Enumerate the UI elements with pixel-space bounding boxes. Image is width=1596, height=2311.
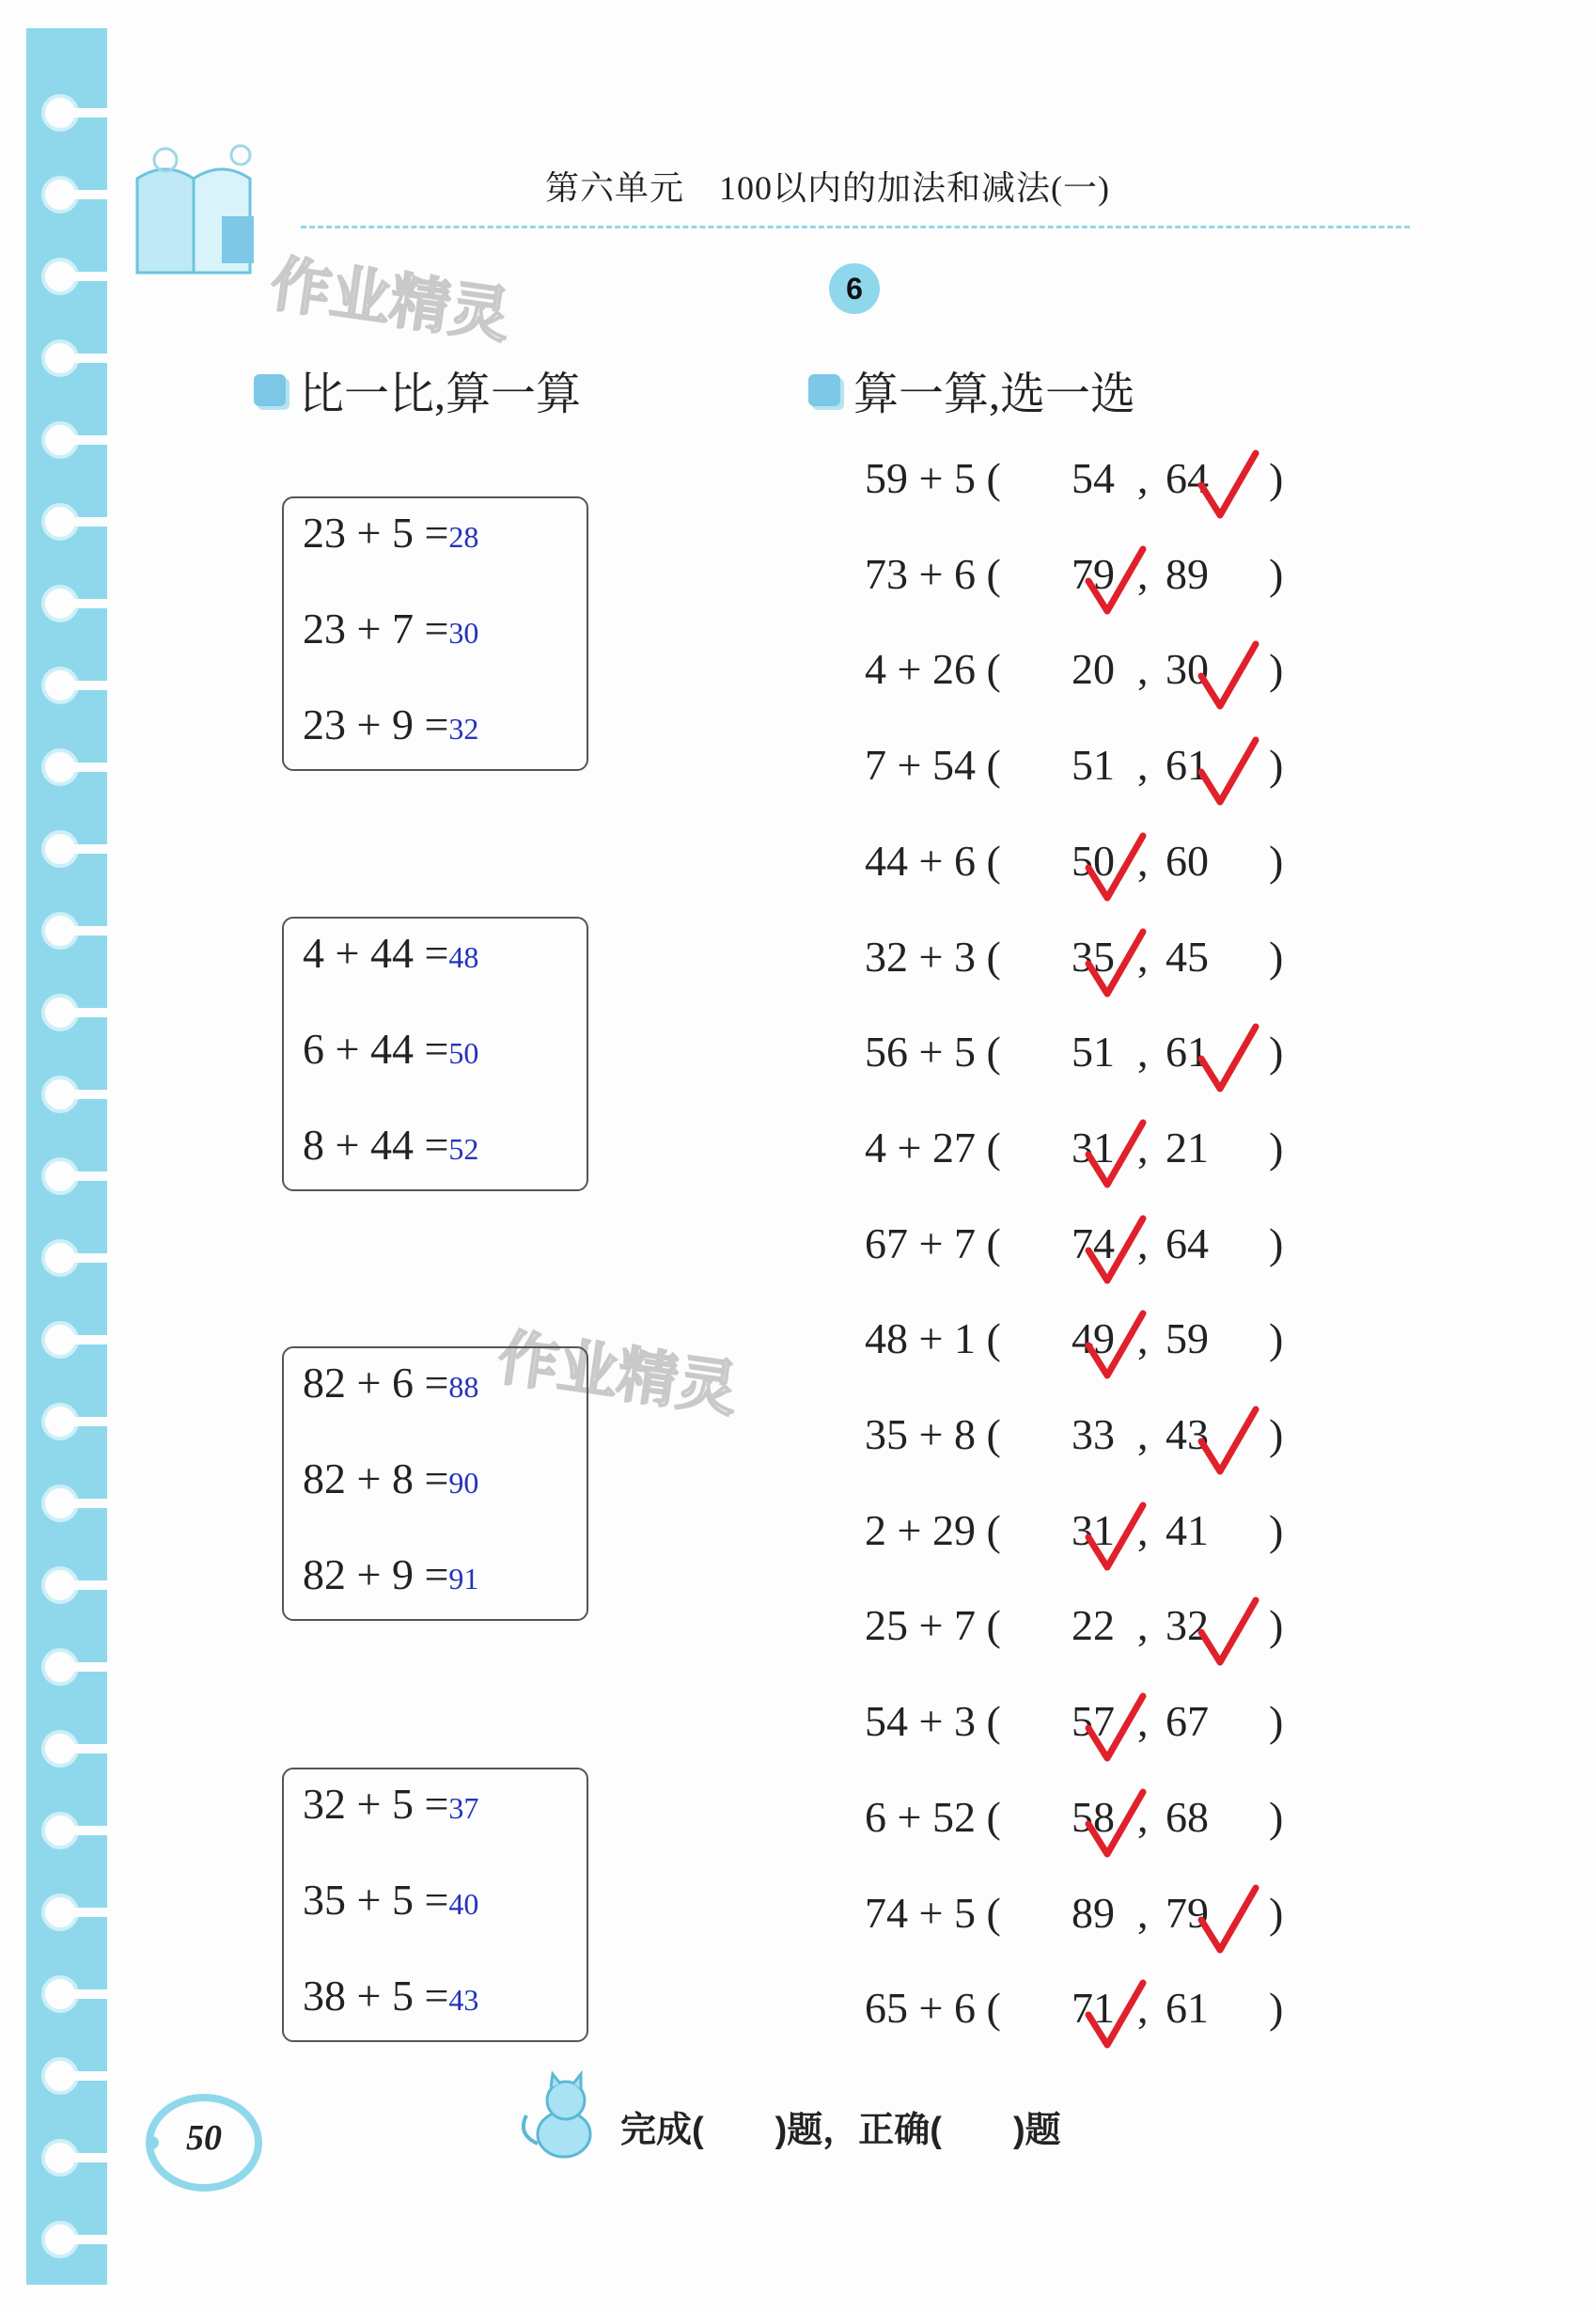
check-mark-icon <box>1196 448 1261 523</box>
question-text: 56 + 5 ( <box>865 1028 1001 1077</box>
binder-ring <box>71 108 113 118</box>
check-mark-icon <box>1083 1308 1149 1383</box>
option-1: 74 <box>1072 1218 1115 1267</box>
question-text: 6 + 52 ( <box>865 1792 1001 1841</box>
handwritten-answer: 91 <box>448 1562 479 1596</box>
equation-text: 32 + 5 = <box>303 1780 449 1828</box>
equation-group <box>282 1346 588 1621</box>
option-separator: , <box>1137 1410 1149 1458</box>
option-2: 89 <box>1166 549 1209 598</box>
option-2: 32 <box>1166 1601 1209 1650</box>
binder-ring <box>71 517 113 527</box>
check-mark-icon <box>1083 830 1149 905</box>
equation-text: 35 + 5 = <box>303 1876 449 1924</box>
check-mark-icon <box>1083 926 1149 1001</box>
option-separator: , <box>1137 1314 1149 1363</box>
close-paren: ) <box>1269 1410 1284 1458</box>
binder-ring <box>71 1499 113 1508</box>
watermark: 作业精灵 <box>493 1323 743 1424</box>
question-text: 48 + 1 ( <box>865 1314 1001 1363</box>
option-separator: , <box>1137 1601 1149 1650</box>
question-text: 73 + 6 ( <box>865 549 1001 598</box>
section-title-left-text: 比一比,算一算 <box>299 369 582 419</box>
equation <box>303 1454 478 1503</box>
check-mark-icon <box>1083 1500 1149 1575</box>
option-1: 54 <box>1072 454 1115 502</box>
option-2: 30 <box>1166 645 1209 694</box>
section-title-right-text: 算一算,选一选 <box>853 369 1136 419</box>
option-2: 61 <box>1166 741 1209 790</box>
equation-text: 82 + 6 = <box>303 1359 449 1407</box>
option-2: 64 <box>1166 454 1209 502</box>
option-1: 31 <box>1072 1123 1115 1171</box>
option-separator: , <box>1137 1218 1149 1267</box>
option-2: 68 <box>1166 1792 1209 1841</box>
handwritten-answer: 40 <box>448 1887 479 1921</box>
footer-tally: 完成( )题，正确( )题 <box>620 2111 1061 2150</box>
equation <box>303 700 478 749</box>
option-separator: , <box>1137 741 1149 790</box>
binder-ring <box>71 599 113 608</box>
option-2: 79 <box>1166 1888 1209 1937</box>
watermark: 作业精灵 <box>266 249 515 351</box>
close-paren: ) <box>1269 549 1284 598</box>
option-1: 79 <box>1072 549 1115 598</box>
check-mark-icon <box>1083 543 1149 619</box>
cat-illustration <box>508 2068 611 2167</box>
question-text: 67 + 7 ( <box>865 1218 1001 1267</box>
question-text: 4 + 26 ( <box>865 645 1001 694</box>
close-paren: ) <box>1269 1218 1284 1267</box>
binder-ring <box>71 1090 113 1099</box>
question-text: 74 + 5 ( <box>865 1888 1001 1937</box>
option-1: 49 <box>1072 1314 1115 1363</box>
option-separator: , <box>1137 836 1149 885</box>
question-text: 32 + 3 ( <box>865 932 1001 981</box>
binder-ring <box>71 1417 113 1426</box>
option-1: 50 <box>1072 836 1115 885</box>
equation-text: 8 + 44 = <box>303 1121 449 1169</box>
handwritten-answer: 30 <box>448 616 479 650</box>
check-mark-icon <box>1196 1882 1261 1957</box>
equation-text: 23 + 7 = <box>303 605 449 652</box>
close-paren: ) <box>1269 1123 1284 1171</box>
check-mark-icon <box>1196 734 1261 810</box>
check-mark-icon <box>1196 638 1261 714</box>
option-1: 89 <box>1072 1888 1115 1937</box>
binder-ring <box>71 272 113 281</box>
question-text: 65 + 6 ( <box>865 1984 1001 2033</box>
handwritten-answer: 37 <box>448 1791 479 1825</box>
check-mark-icon <box>1196 1404 1261 1479</box>
option-1: 51 <box>1072 1028 1115 1077</box>
classroom-illustration <box>128 141 278 282</box>
binder-ring <box>71 2153 113 2162</box>
binder-ring <box>71 844 113 854</box>
binder-ring <box>71 435 113 445</box>
equation <box>303 1358 478 1407</box>
binder-ring <box>71 190 113 199</box>
option-separator: , <box>1137 549 1149 598</box>
binder-ring <box>71 354 113 363</box>
binder-ring <box>71 1826 113 1835</box>
section-title-right <box>808 357 1135 422</box>
equation-text: 23 + 5 = <box>303 509 449 557</box>
equation-text: 82 + 9 = <box>303 1550 449 1598</box>
page-header: 第六单元 100以内的加法和减法(一) <box>545 169 1110 207</box>
option-separator: , <box>1137 1792 1149 1841</box>
close-paren: ) <box>1269 1601 1284 1650</box>
check-mark-icon <box>1083 1117 1149 1192</box>
page-number-badge <box>143 2091 256 2189</box>
option-1: 71 <box>1072 1984 1115 2033</box>
option-2: 64 <box>1166 1218 1209 1267</box>
question-text: 25 + 7 ( <box>865 1601 1001 1650</box>
close-paren: ) <box>1269 1505 1284 1554</box>
equation <box>303 928 478 978</box>
question-text: 2 + 29 ( <box>865 1505 1001 1554</box>
question-text: 35 + 8 ( <box>865 1410 1001 1458</box>
option-2: 59 <box>1166 1314 1209 1363</box>
option-separator: , <box>1137 1505 1149 1554</box>
binder-ring <box>71 1008 113 1017</box>
close-paren: ) <box>1269 1314 1284 1363</box>
check-mark-icon <box>1083 1690 1149 1766</box>
equation-text: 82 + 8 = <box>303 1454 449 1502</box>
close-paren: ) <box>1269 1697 1284 1746</box>
option-1: 58 <box>1072 1792 1115 1841</box>
handwritten-answer: 50 <box>448 1036 479 1070</box>
equation <box>303 1549 478 1599</box>
page-number: 50 <box>186 2118 222 2158</box>
handwritten-answer: 88 <box>448 1370 479 1404</box>
binder-ring <box>71 1662 113 1672</box>
option-separator: , <box>1137 1984 1149 2033</box>
section-title-left <box>254 357 581 422</box>
binder-ring <box>71 762 113 772</box>
equation-text: 4 + 44 = <box>303 929 449 977</box>
unit-number-badge: 6 <box>829 263 880 314</box>
binder-ring <box>71 1744 113 1753</box>
equation <box>303 1120 478 1170</box>
question-text: 7 + 54 ( <box>865 741 1001 790</box>
option-separator: , <box>1137 932 1149 981</box>
binder-ring <box>71 1335 113 1344</box>
flag-icon <box>808 374 840 406</box>
handwritten-answer: 52 <box>448 1132 479 1166</box>
binder-ring <box>71 681 113 690</box>
binder-ring <box>71 1908 113 1917</box>
handwritten-answer: 48 <box>448 940 479 974</box>
close-paren: ) <box>1269 932 1284 981</box>
question-text: 54 + 3 ( <box>865 1697 1001 1746</box>
close-paren: ) <box>1269 1888 1284 1937</box>
option-2: 41 <box>1166 1505 1209 1554</box>
equation <box>303 1779 478 1829</box>
option-separator: , <box>1137 1888 1149 1937</box>
option-separator: , <box>1137 1123 1149 1171</box>
binder-ring <box>71 1171 113 1181</box>
equation-text: 6 + 44 = <box>303 1025 449 1073</box>
binder-ring <box>71 1253 113 1263</box>
equation-text: 23 + 9 = <box>303 700 449 748</box>
option-separator: , <box>1137 454 1149 502</box>
binder-ring <box>71 926 113 935</box>
check-mark-icon <box>1083 1786 1149 1862</box>
option-1: 22 <box>1072 1601 1115 1650</box>
option-2: 45 <box>1166 932 1209 981</box>
equation-text: 38 + 5 = <box>303 1972 449 2020</box>
equation <box>303 604 478 653</box>
handwritten-answer: 90 <box>448 1466 479 1500</box>
close-paren: ) <box>1269 741 1284 790</box>
equation-group <box>282 1768 588 2042</box>
equation <box>303 508 478 558</box>
check-mark-icon <box>1083 1213 1149 1288</box>
header-divider <box>301 226 1410 228</box>
close-paren: ) <box>1269 1028 1284 1077</box>
option-2: 60 <box>1166 836 1209 885</box>
handwritten-answer: 32 <box>448 712 479 746</box>
equation <box>303 1024 478 1074</box>
close-paren: ) <box>1269 645 1284 694</box>
binder-ring <box>71 2071 113 2081</box>
option-1: 20 <box>1072 645 1115 694</box>
option-2: 61 <box>1166 1028 1209 1077</box>
check-mark-icon <box>1083 1977 1149 2052</box>
option-2: 43 <box>1166 1410 1209 1458</box>
option-separator: , <box>1137 645 1149 694</box>
close-paren: ) <box>1269 1984 1284 2033</box>
option-2: 61 <box>1166 1984 1209 2033</box>
equation <box>303 1875 478 1925</box>
binder-ring <box>71 1989 113 1999</box>
close-paren: ) <box>1269 836 1284 885</box>
option-1: 33 <box>1072 1410 1115 1458</box>
equation <box>303 1971 478 2020</box>
option-separator: , <box>1137 1028 1149 1077</box>
option-2: 67 <box>1166 1697 1209 1746</box>
equation-group <box>282 496 588 771</box>
binder-ring <box>71 1580 113 1590</box>
check-mark-icon <box>1196 1595 1261 1670</box>
question-text: 4 + 27 ( <box>865 1123 1001 1171</box>
flag-icon <box>254 374 286 406</box>
option-1: 51 <box>1072 741 1115 790</box>
close-paren: ) <box>1269 454 1284 502</box>
question-text: 59 + 5 ( <box>865 454 1001 502</box>
option-1: 57 <box>1072 1697 1115 1746</box>
handwritten-answer: 43 <box>448 1983 479 2017</box>
binder-ring <box>71 2235 113 2244</box>
handwritten-answer: 28 <box>448 520 479 554</box>
option-1: 31 <box>1072 1505 1115 1554</box>
question-text: 44 + 6 ( <box>865 836 1001 885</box>
check-mark-icon <box>1196 1021 1261 1096</box>
equation-group <box>282 917 588 1191</box>
option-1: 35 <box>1072 932 1115 981</box>
close-paren: ) <box>1269 1792 1284 1841</box>
option-separator: , <box>1137 1697 1149 1746</box>
option-2: 21 <box>1166 1123 1209 1171</box>
